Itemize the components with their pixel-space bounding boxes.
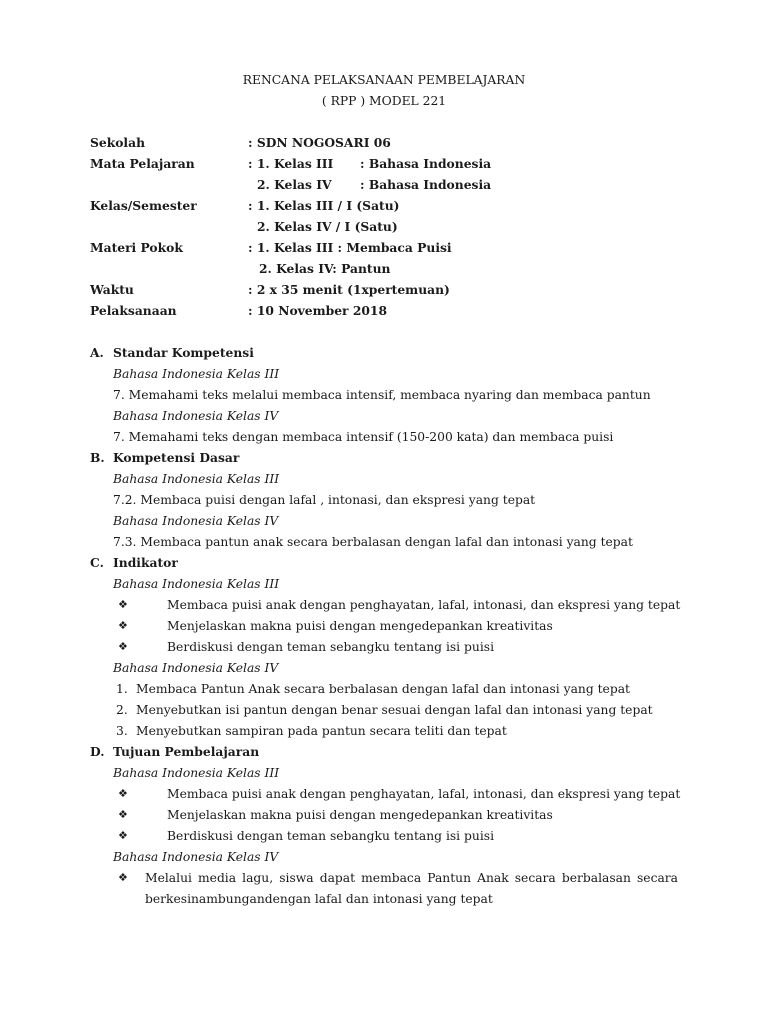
section-b-heading: Kompetensi Dasar	[113, 450, 240, 465]
section-d-subheading-1: Bahasa Indonesia Kelas III	[113, 766, 280, 780]
pelaksanaan-label: Pelaksanaan	[90, 303, 177, 318]
section-c-letter: C.	[90, 555, 104, 570]
sekolah-value: : SDN NOGOSARI 06	[248, 135, 391, 150]
section-b-text-1: 7.2. Membaca puisi dengan lafal , intonasi, dan ekspresi yang tepat	[113, 493, 536, 507]
bullet-icon: ❖	[118, 808, 128, 821]
tujuan-bullet-2: Menjelaskan makna puisi dengan mengedepankan kreativitas	[167, 808, 553, 822]
section-b-text-2: 7.3. Membaca pantun anak secara berbalasan dengan lafal dan intonasi yang tepat	[113, 535, 633, 549]
mapel-value-2: 2. Kelas IV	[257, 177, 332, 192]
section-a-subheading-1: Bahasa Indonesia Kelas III	[113, 367, 280, 381]
materi-label: Materi Pokok	[90, 240, 183, 255]
mapel-subject-1: : Bahasa Indonesia	[360, 156, 492, 171]
indikator-bullet-1: Membaca puisi anak dengan penghayatan, lafal, intonasi, dan ekspresi yang tepat	[167, 598, 681, 612]
indikator-item-1: Membaca Pantun Anak secara berbalasan dengan lafal dan intonasi yang tepat	[136, 682, 630, 696]
bullet-icon: ❖	[118, 598, 128, 611]
indikator-item-2: Menyebutkan isi pantun dengan benar sesuai dengan lafal dan intonasi yang tepat	[136, 703, 653, 717]
mapel-label: Mata Pelajaran	[90, 156, 195, 171]
indikator-bullet-3: Berdiskusi dengan teman sebangku tentang isi puisi	[167, 640, 494, 654]
list-number: 3.	[116, 724, 128, 738]
section-c-subheading-2: Bahasa Indonesia Kelas IV	[113, 661, 279, 675]
mapel-subject-2: : Bahasa Indonesia	[360, 177, 492, 192]
section-b-subheading-2: Bahasa Indonesia Kelas IV	[113, 514, 279, 528]
bullet-icon: ❖	[118, 829, 128, 842]
section-a-text-2: 7. Memahami teks dengan membaca intensif (150-200 kata) dan membaca puisi	[113, 430, 614, 444]
list-number: 1.	[116, 682, 128, 696]
materi-value-2: 2. Kelas IV: Pantun	[259, 261, 391, 276]
section-a-heading: Standar Kompetensi	[113, 345, 254, 360]
document-title: RENCANA PELAKSANAAN PEMBELAJARAN	[242, 73, 526, 87]
tujuan-bullet-1: Membaca puisi anak dengan penghayatan, lafal, intonasi, dan ekspresi yang tepat	[167, 787, 681, 801]
document-subtitle: ( RPP ) MODEL 221	[321, 94, 447, 108]
kelas-label: Kelas/Semester	[90, 198, 197, 213]
kelas-value-2: 2. Kelas IV / I (Satu)	[257, 219, 398, 234]
bullet-icon: ❖	[118, 619, 128, 632]
section-d-letter: D.	[90, 744, 105, 759]
sekolah-label: Sekolah	[90, 135, 146, 150]
section-c-subheading-1: Bahasa Indonesia Kelas III	[113, 577, 280, 591]
section-b-letter: B.	[90, 450, 105, 465]
section-a-subheading-2: Bahasa Indonesia Kelas IV	[113, 409, 279, 423]
list-number: 2.	[116, 703, 128, 717]
section-d-subheading-2: Bahasa Indonesia Kelas IV	[113, 850, 279, 864]
waktu-value: : 2 x 35 menit (1xpertemuan)	[248, 282, 450, 297]
mapel-value-1: : 1. Kelas III	[248, 156, 334, 171]
kelas-value-1: : 1. Kelas III / I (Satu)	[248, 198, 400, 213]
tujuan-paragraph-line-2: berkesinambungandengan lafal dan intonasi yang tepat	[145, 892, 493, 906]
tujuan-bullet-3: Berdiskusi dengan teman sebangku tentang isi puisi	[167, 829, 494, 843]
pelaksanaan-value: : 10 November 2018	[248, 303, 388, 318]
waktu-label: Waktu	[90, 282, 134, 297]
bullet-icon: ❖	[118, 787, 128, 800]
section-a-letter: A.	[90, 345, 104, 360]
indikator-item-3: Menyebutkan sampiran pada pantun secara teliti dan tepat	[136, 724, 507, 738]
tujuan-paragraph-line-1: Melalui media lagu, siswa dapat membaca Pantun Anak secara berbalasan secara	[145, 871, 678, 885]
materi-value-1: : 1. Kelas III : Membaca Puisi	[248, 240, 452, 255]
section-a-text-1: 7. Memahami teks melalui membaca intensif, membaca nyaring dan membaca pantun	[113, 388, 651, 402]
indikator-bullet-2: Menjelaskan makna puisi dengan mengedepankan kreativitas	[167, 619, 553, 633]
section-c-heading: Indikator	[113, 555, 178, 570]
section-b-subheading-1: Bahasa Indonesia Kelas III	[113, 472, 280, 486]
bullet-icon: ❖	[118, 871, 128, 884]
section-d-heading: Tujuan Pembelajaran	[113, 744, 260, 759]
bullet-icon: ❖	[118, 640, 128, 653]
